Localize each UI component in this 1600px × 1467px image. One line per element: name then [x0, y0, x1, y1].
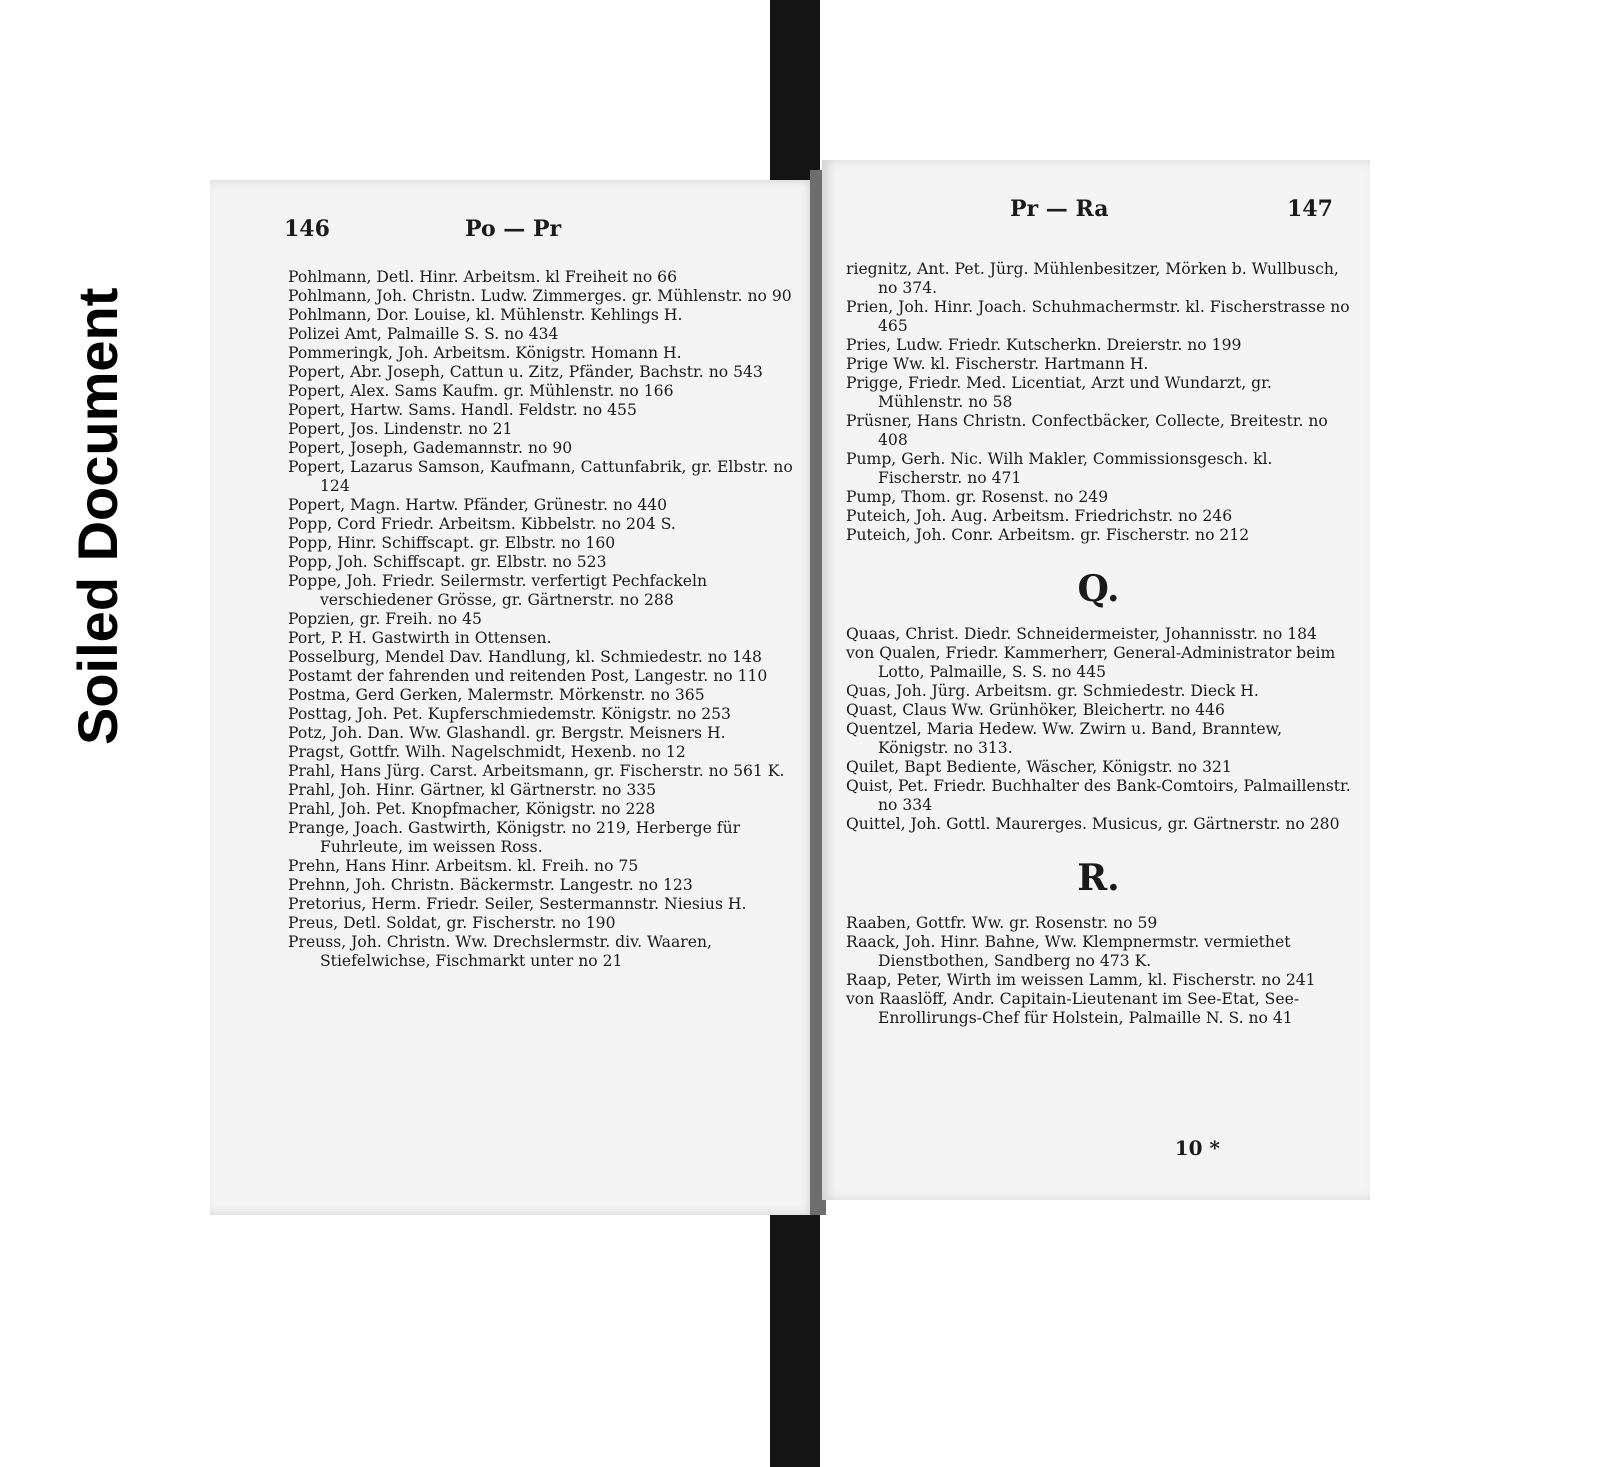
right-page-header — [822, 196, 1370, 236]
directory-entry: von Raaslöff, Andr. Capitain-Lieutenant im See-Etat, See-Enrollirungs-Chef für Holstein, Palmaille N. S. no 41 — [846, 990, 1300, 1027]
directory-entry: Popp, Cord Friedr. Arbeitsm. Kibbelstr. no 204 S. — [288, 515, 676, 533]
directory-entry: Puteich, Joh. Aug. Arbeitsm. Friedrichstr. no 246 — [846, 507, 1233, 525]
directory-entry: Popp, Hinr. Schiffscapt. gr. Elbstr. no 160 — [288, 534, 616, 552]
right-page — [822, 160, 1370, 1200]
entries-q — [846, 625, 1351, 834]
directory-entry: Popert, Alex. Sams Kaufm. gr. Mühlenstr. no 166 — [288, 382, 674, 400]
directory-entry: Quittel, Joh. Gottl. Maurerges. Musicus, gr. Gärtnerstr. no 280 — [846, 815, 1340, 833]
directory-entry: Preuss, Joh. Christn. Ww. Drechslermstr. div. Waaren, Stiefelwichse, Fischmarkt unter no 21 — [288, 933, 712, 970]
directory-entry: Prahl, Hans Jürg. Carst. Arbeitsmann, gr. Fischerstr. no 561 K. — [288, 762, 785, 780]
directory-entries — [288, 268, 803, 971]
directory-entry: Prehn, Hans Hinr. Arbeitsm. kl. Freih. no 75 — [288, 857, 639, 875]
page-range: Pr — Ra — [1010, 196, 1109, 222]
directory-entry: Potz, Joh. Dan. Ww. Glashandl. gr. Bergstr. Meisners H. — [288, 724, 726, 742]
directory-entry: Pohlmann, Joh. Christn. Ludw. Zimmerges. gr. Mühlenstr. no 90 — [288, 287, 792, 305]
directory-entry: Quist, Pet. Friedr. Buchhalter des Bank-Comtoirs, Palmaillenstr. no 334 — [846, 777, 1351, 814]
directory-entry: Posttag, Joh. Pet. Kupferschmiedemstr. Königstr. no 253 — [288, 705, 731, 723]
directory-entry: Popert, Hartw. Sams. Handl. Feldstr. no 455 — [288, 401, 637, 419]
directory-entry: Quas, Joh. Jürg. Arbeitsm. gr. Schmiedestr. Dieck H. — [846, 682, 1259, 700]
directory-entry: Raaben, Gottfr. Ww. gr. Rosenstr. no 59 — [846, 914, 1158, 932]
directory-entry: Preus, Detl. Soldat, gr. Fischerstr. no 190 — [288, 914, 616, 932]
directory-entry: Popert, Abr. Joseph, Cattun u. Zitz, Pfänder, Bachstr. no 543 — [288, 363, 763, 381]
directory-entry: Pump, Thom. gr. Rosenst. no 249 — [846, 488, 1109, 506]
directory-entry: Pries, Ludw. Friedr. Kutscherkn. Dreierstr. no 199 — [846, 336, 1242, 354]
entries-p — [846, 260, 1351, 545]
page-range: Po — Pr — [465, 216, 562, 242]
directory-entry: Popert, Jos. Lindenstr. no 21 — [288, 420, 513, 438]
directory-entry: Puteich, Joh. Conr. Arbeitsm. gr. Fischerstr. no 212 — [846, 526, 1250, 544]
directory-entry: Pohlmann, Dor. Louise, kl. Mühlenstr. Kehlings H. — [288, 306, 683, 324]
section-letter-r: R. — [1077, 857, 1120, 899]
directory-entry: Prange, Joach. Gastwirth, Königstr. no 219, Herberge für Fuhrleute, im weissen Ross. — [288, 819, 741, 856]
directory-entry: Prigge, Friedr. Med. Licentiat, Arzt und Wundarzt, gr. Mühlenstr. no 58 — [846, 374, 1272, 411]
left-page — [210, 180, 816, 1215]
directory-entry: Raap, Peter, Wirth im weissen Lamm, kl. Fischerstr. no 241 — [846, 971, 1316, 989]
directory-entry: Quast, Claus Ww. Grünhöker, Bleichertr. no 446 — [846, 701, 1225, 719]
directory-entry: Pommeringk, Joh. Arbeitsm. Königstr. Homann H. — [288, 344, 682, 362]
soiled-document-stamp: Soiled Document — [66, 287, 129, 745]
directory-entry: Prahl, Joh. Hinr. Gärtner, kl Gärtnerstr. no 335 — [288, 781, 657, 799]
left-page-header — [210, 216, 816, 256]
directory-entry: Prüsner, Hans Christn. Confectbäcker, Collecte, Breitestr. no 408 — [846, 412, 1328, 449]
directory-entry: Postamt der fahrenden und reitenden Post, Langestr. no 110 — [288, 667, 768, 685]
directory-entry: Raack, Joh. Hinr. Bahne, Ww. Klempnermstr. vermiethet Dienstbothen, Sandberg no 473 K. — [846, 933, 1291, 970]
entries-r — [846, 914, 1351, 1028]
directory-entry: Postma, Gerd Gerken, Malermstr. Mörkenstr. no 365 — [288, 686, 705, 704]
directory-entry: Prien, Joh. Hinr. Joach. Schuhmachermstr. kl. Fischerstrasse no 465 — [846, 298, 1350, 335]
directory-entry: Poppe, Joh. Friedr. Seilermstr. verfertigt Pechfackeln verschiedener Grösse, gr. Gärtnerstr. no 288 — [288, 572, 708, 609]
directory-entry: Prige Ww. kl. Fischerstr. Hartmann H. — [846, 355, 1149, 373]
section-letter-q: Q. — [1077, 568, 1120, 610]
directory-entry: Prehnn, Joh. Christn. Bäckermstr. Langestr. no 123 — [288, 876, 693, 894]
directory-entry: Pragst, Gottfr. Wilh. Nagelschmidt, Hexenb. no 12 — [288, 743, 686, 761]
directory-entry: Popert, Magn. Hartw. Pfänder, Grünestr. no 440 — [288, 496, 668, 514]
directory-entry: Prahl, Joh. Pet. Knopfmacher, Königstr. no 228 — [288, 800, 656, 818]
directory-entry: Port, P. H. Gastwirth in Ottensen. — [288, 629, 552, 647]
page-number: 147 — [1287, 196, 1333, 222]
page-number: 146 — [284, 216, 330, 242]
directory-entry: Posselburg, Mendel Dav. Handlung, kl. Schmiedestr. no 148 — [288, 648, 762, 666]
directory-entry: Popert, Lazarus Samson, Kaufmann, Cattunfabrik, gr. Elbstr. no 124 — [288, 458, 793, 495]
signature-mark: 10 * — [1174, 1136, 1220, 1160]
directory-entry: Pohlmann, Detl. Hinr. Arbeitsm. kl Freiheit no 66 — [288, 268, 678, 286]
directory-entry: riegnitz, Ant. Pet. Jürg. Mühlenbesitzer, Mörken b. Wullbusch, no 374. — [846, 260, 1339, 297]
directory-entry: von Qualen, Friedr. Kammerherr, General-Administrator beim Lotto, Palmaille, S. S. no 445 — [846, 644, 1336, 681]
directory-entry: Popp, Joh. Schiffscapt. gr. Elbstr. no 523 — [288, 553, 607, 571]
directory-entry: Quentzel, Maria Hedew. Ww. Zwirn u. Band, Branntew, Königstr. no 313. — [846, 720, 1283, 757]
directory-entry: Polizei Amt, Palmaille S. S. no 434 — [288, 325, 559, 343]
directory-entry: Pump, Gerh. Nic. Wilh Makler, Commissionsgesch. kl. Fischerstr. no 471 — [846, 450, 1273, 487]
directory-entry: Pretorius, Herm. Friedr. Seiler, Sestermannstr. Niesius H. — [288, 895, 747, 913]
directory-entries — [846, 260, 1351, 1028]
directory-entry: Popert, Joseph, Gademannstr. no 90 — [288, 439, 573, 457]
directory-entry: Popzien, gr. Freih. no 45 — [288, 610, 482, 628]
directory-entry: Quaas, Christ. Diedr. Schneidermeister, Johannisstr. no 184 — [846, 625, 1317, 643]
directory-entry: Quilet, Bapt Bediente, Wäscher, Königstr. no 321 — [846, 758, 1232, 776]
